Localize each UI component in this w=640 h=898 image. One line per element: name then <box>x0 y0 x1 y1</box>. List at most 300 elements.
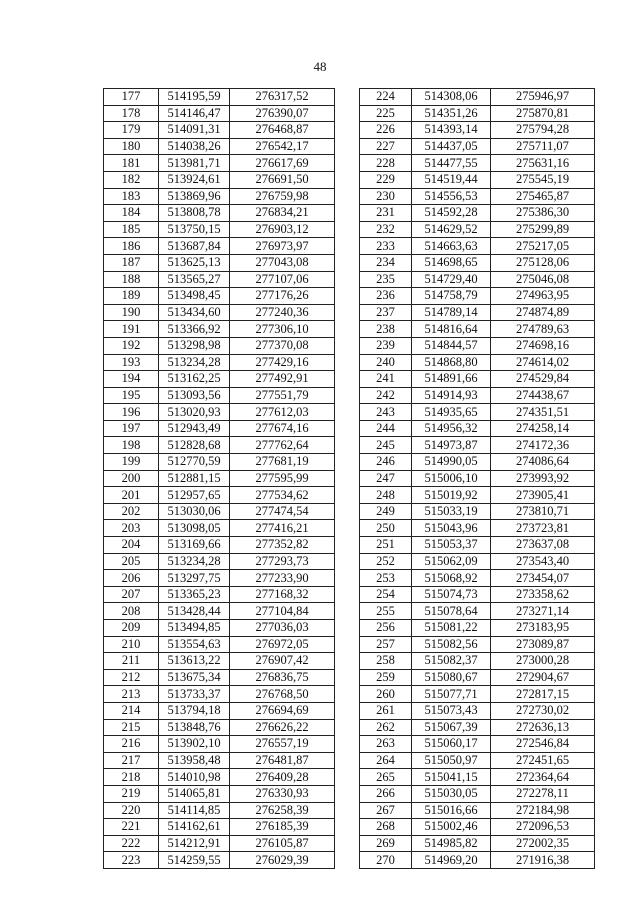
x-coordinate-cell: 515067,39 <box>412 719 491 736</box>
y-coordinate-cell: 275299,89 <box>491 221 595 238</box>
table-row <box>104 653 335 670</box>
x-coordinate-cell: 513020,93 <box>159 404 230 421</box>
x-coordinate-cell: 515053,37 <box>412 537 491 554</box>
table-row <box>104 752 335 769</box>
table-row <box>360 819 595 836</box>
x-coordinate-cell: 514195,59 <box>159 89 230 106</box>
point-number-cell: 207 <box>104 586 159 603</box>
y-coordinate-cell: 276759,98 <box>230 188 335 205</box>
y-coordinate-cell: 276185,39 <box>230 819 335 836</box>
y-coordinate-cell: 276317,52 <box>230 89 335 106</box>
table-row <box>104 371 335 388</box>
table-row <box>360 89 595 106</box>
point-number-cell: 268 <box>360 819 412 836</box>
y-coordinate-cell: 276836,75 <box>230 669 335 686</box>
table-row <box>360 802 595 819</box>
point-number-cell: 248 <box>360 487 412 504</box>
table-row <box>104 669 335 686</box>
table-row <box>360 321 595 338</box>
table-row <box>360 586 595 603</box>
point-number-cell: 246 <box>360 454 412 471</box>
y-coordinate-cell: 276258,39 <box>230 802 335 819</box>
x-coordinate-cell: 513434,60 <box>159 304 230 321</box>
point-number-cell: 214 <box>104 702 159 719</box>
y-coordinate-cell: 273454,07 <box>491 570 595 587</box>
y-coordinate-cell: 272096,53 <box>491 819 595 836</box>
y-coordinate-cell: 273543,40 <box>491 553 595 570</box>
table-row <box>360 603 595 620</box>
table-row <box>104 537 335 554</box>
point-number-cell: 220 <box>104 802 159 819</box>
x-coordinate-cell: 515050,97 <box>412 752 491 769</box>
y-coordinate-cell: 272451,65 <box>491 752 595 769</box>
x-coordinate-cell: 514519,44 <box>412 171 491 188</box>
point-number-cell: 202 <box>104 503 159 520</box>
x-coordinate-cell: 514308,06 <box>412 89 491 106</box>
point-number-cell: 213 <box>104 686 159 703</box>
table-row <box>104 89 335 106</box>
point-number-cell: 178 <box>104 105 159 122</box>
point-number-cell: 188 <box>104 271 159 288</box>
x-coordinate-cell: 514065,81 <box>159 785 230 802</box>
y-coordinate-cell: 277168,32 <box>230 586 335 603</box>
point-number-cell: 251 <box>360 537 412 554</box>
y-coordinate-cell: 277352,82 <box>230 537 335 554</box>
y-coordinate-cell: 274258,14 <box>491 420 595 437</box>
x-coordinate-cell: 515033,19 <box>412 503 491 520</box>
table-row <box>360 337 595 354</box>
x-coordinate-cell: 514663,63 <box>412 238 491 255</box>
x-coordinate-cell: 514437,05 <box>412 138 491 155</box>
table-row <box>360 138 595 155</box>
point-number-cell: 182 <box>104 171 159 188</box>
table-row <box>360 221 595 238</box>
table-row <box>360 653 595 670</box>
y-coordinate-cell: 273183,95 <box>491 620 595 637</box>
x-coordinate-cell: 513733,37 <box>159 686 230 703</box>
point-number-cell: 239 <box>360 337 412 354</box>
table-row <box>360 155 595 172</box>
x-coordinate-cell: 512957,65 <box>159 487 230 504</box>
x-coordinate-cell: 513498,45 <box>159 288 230 305</box>
point-number-cell: 221 <box>104 819 159 836</box>
point-number-cell: 193 <box>104 354 159 371</box>
point-number-cell: 264 <box>360 752 412 769</box>
x-coordinate-cell: 514146,47 <box>159 105 230 122</box>
coordinates-table-left <box>103 88 335 869</box>
y-coordinate-cell: 275711,07 <box>491 138 595 155</box>
x-coordinate-cell: 513675,34 <box>159 669 230 686</box>
x-coordinate-cell: 514592,28 <box>412 205 491 222</box>
table-row <box>360 354 595 371</box>
x-coordinate-cell: 515078,64 <box>412 603 491 620</box>
table-row <box>360 537 595 554</box>
point-number-cell: 209 <box>104 620 159 637</box>
y-coordinate-cell: 275217,05 <box>491 238 595 255</box>
point-number-cell: 226 <box>360 122 412 139</box>
table-row <box>104 702 335 719</box>
x-coordinate-cell: 513924,61 <box>159 171 230 188</box>
x-coordinate-cell: 514789,14 <box>412 304 491 321</box>
y-coordinate-cell: 276105,87 <box>230 835 335 852</box>
x-coordinate-cell: 512881,15 <box>159 470 230 487</box>
y-coordinate-cell: 274086,64 <box>491 454 595 471</box>
y-coordinate-cell: 275465,87 <box>491 188 595 205</box>
y-coordinate-cell: 276330,93 <box>230 785 335 802</box>
x-coordinate-cell: 513625,13 <box>159 254 230 271</box>
x-coordinate-cell: 513565,27 <box>159 271 230 288</box>
point-number-cell: 185 <box>104 221 159 238</box>
y-coordinate-cell: 276768,50 <box>230 686 335 703</box>
x-coordinate-cell: 514969,20 <box>412 852 491 869</box>
x-coordinate-cell: 514868,80 <box>412 354 491 371</box>
table-row <box>104 420 335 437</box>
x-coordinate-cell: 515074,73 <box>412 586 491 603</box>
table-row <box>104 686 335 703</box>
x-coordinate-cell: 514729,40 <box>412 271 491 288</box>
table-row <box>104 138 335 155</box>
y-coordinate-cell: 277429,16 <box>230 354 335 371</box>
x-coordinate-cell: 513750,15 <box>159 221 230 238</box>
point-number-cell: 189 <box>104 288 159 305</box>
y-coordinate-cell: 273089,87 <box>491 636 595 653</box>
table-row <box>360 636 595 653</box>
y-coordinate-cell: 273000,28 <box>491 653 595 670</box>
point-number-cell: 199 <box>104 454 159 471</box>
point-number-cell: 212 <box>104 669 159 686</box>
y-coordinate-cell: 277492,91 <box>230 371 335 388</box>
point-number-cell: 186 <box>104 238 159 255</box>
y-coordinate-cell: 274789,63 <box>491 321 595 338</box>
point-number-cell: 228 <box>360 155 412 172</box>
point-number-cell: 230 <box>360 188 412 205</box>
y-coordinate-cell: 277104,84 <box>230 603 335 620</box>
y-coordinate-cell: 273723,81 <box>491 520 595 537</box>
table-row <box>360 188 595 205</box>
point-number-cell: 179 <box>104 122 159 139</box>
point-number-cell: 180 <box>104 138 159 155</box>
table-row <box>360 271 595 288</box>
table-row <box>104 221 335 238</box>
point-number-cell: 192 <box>104 337 159 354</box>
y-coordinate-cell: 272002,35 <box>491 835 595 852</box>
point-number-cell: 200 <box>104 470 159 487</box>
x-coordinate-cell: 515030,05 <box>412 785 491 802</box>
point-number-cell: 259 <box>360 669 412 686</box>
y-coordinate-cell: 276409,28 <box>230 769 335 786</box>
point-number-cell: 270 <box>360 852 412 869</box>
point-number-cell: 216 <box>104 736 159 753</box>
x-coordinate-cell: 513848,76 <box>159 719 230 736</box>
y-coordinate-cell: 274172,36 <box>491 437 595 454</box>
table-row <box>104 603 335 620</box>
table-row <box>360 785 595 802</box>
point-number-cell: 263 <box>360 736 412 753</box>
point-number-cell: 258 <box>360 653 412 670</box>
y-coordinate-cell: 276542,17 <box>230 138 335 155</box>
x-coordinate-cell: 514629,52 <box>412 221 491 238</box>
table-row <box>360 752 595 769</box>
table-row <box>104 620 335 637</box>
point-number-cell: 267 <box>360 802 412 819</box>
y-coordinate-cell: 277306,10 <box>230 321 335 338</box>
point-number-cell: 191 <box>104 321 159 338</box>
x-coordinate-cell: 515041,15 <box>412 769 491 786</box>
point-number-cell: 215 <box>104 719 159 736</box>
x-coordinate-cell: 514935,65 <box>412 404 491 421</box>
table-row <box>360 304 595 321</box>
point-number-cell: 235 <box>360 271 412 288</box>
table-row <box>104 171 335 188</box>
table-row <box>104 736 335 753</box>
y-coordinate-cell: 275946,97 <box>491 89 595 106</box>
point-number-cell: 250 <box>360 520 412 537</box>
x-coordinate-cell: 513234,28 <box>159 354 230 371</box>
table-row <box>104 785 335 802</box>
x-coordinate-cell: 512943,49 <box>159 420 230 437</box>
point-number-cell: 254 <box>360 586 412 603</box>
x-coordinate-cell: 513794,18 <box>159 702 230 719</box>
y-coordinate-cell: 275386,30 <box>491 205 595 222</box>
y-coordinate-cell: 274529,84 <box>491 371 595 388</box>
table-row <box>360 420 595 437</box>
table-row <box>360 852 595 869</box>
y-coordinate-cell: 276907,42 <box>230 653 335 670</box>
point-number-cell: 245 <box>360 437 412 454</box>
y-coordinate-cell: 275046,08 <box>491 271 595 288</box>
y-coordinate-cell: 276481,87 <box>230 752 335 769</box>
point-number-cell: 231 <box>360 205 412 222</box>
y-coordinate-cell: 273810,71 <box>491 503 595 520</box>
x-coordinate-cell: 514973,87 <box>412 437 491 454</box>
x-coordinate-cell: 513687,84 <box>159 238 230 255</box>
y-coordinate-cell: 277474,54 <box>230 503 335 520</box>
y-coordinate-cell: 276694,69 <box>230 702 335 719</box>
x-coordinate-cell: 514990,05 <box>412 454 491 471</box>
point-number-cell: 190 <box>104 304 159 321</box>
x-coordinate-cell: 513869,96 <box>159 188 230 205</box>
table-row <box>104 586 335 603</box>
point-number-cell: 225 <box>360 105 412 122</box>
table-row <box>104 835 335 852</box>
x-coordinate-cell: 514758,79 <box>412 288 491 305</box>
coordinates-table-right <box>359 88 595 869</box>
point-number-cell: 218 <box>104 769 159 786</box>
table-row <box>360 736 595 753</box>
x-coordinate-cell: 514212,91 <box>159 835 230 852</box>
point-number-cell: 236 <box>360 288 412 305</box>
y-coordinate-cell: 277036,03 <box>230 620 335 637</box>
point-number-cell: 198 <box>104 437 159 454</box>
x-coordinate-cell: 513169,66 <box>159 537 230 554</box>
x-coordinate-cell: 513428,44 <box>159 603 230 620</box>
x-coordinate-cell: 513958,48 <box>159 752 230 769</box>
point-number-cell: 234 <box>360 254 412 271</box>
point-number-cell: 217 <box>104 752 159 769</box>
y-coordinate-cell: 277043,08 <box>230 254 335 271</box>
x-coordinate-cell: 515002,46 <box>412 819 491 836</box>
y-coordinate-cell: 275631,16 <box>491 155 595 172</box>
table-row <box>360 454 595 471</box>
x-coordinate-cell: 513365,23 <box>159 586 230 603</box>
table-row <box>104 802 335 819</box>
point-number-cell: 242 <box>360 387 412 404</box>
y-coordinate-cell: 273905,41 <box>491 487 595 504</box>
y-coordinate-cell: 277534,62 <box>230 487 335 504</box>
x-coordinate-cell: 513297,75 <box>159 570 230 587</box>
point-number-cell: 187 <box>104 254 159 271</box>
point-number-cell: 249 <box>360 503 412 520</box>
x-coordinate-cell: 514956,32 <box>412 420 491 437</box>
table-row <box>104 321 335 338</box>
x-coordinate-cell: 514844,57 <box>412 337 491 354</box>
table-row <box>360 371 595 388</box>
table-row <box>104 520 335 537</box>
point-number-cell: 243 <box>360 404 412 421</box>
y-coordinate-cell: 277176,26 <box>230 288 335 305</box>
point-number-cell: 184 <box>104 205 159 222</box>
table-row <box>360 205 595 222</box>
point-number-cell: 253 <box>360 570 412 587</box>
y-coordinate-cell: 277674,16 <box>230 420 335 437</box>
x-coordinate-cell: 513093,56 <box>159 387 230 404</box>
point-number-cell: 255 <box>360 603 412 620</box>
table-row <box>360 238 595 255</box>
y-coordinate-cell: 273358,62 <box>491 586 595 603</box>
x-coordinate-cell: 514816,64 <box>412 321 491 338</box>
table-row <box>360 122 595 139</box>
x-coordinate-cell: 514259,55 <box>159 852 230 869</box>
table-row <box>104 852 335 869</box>
point-number-cell: 183 <box>104 188 159 205</box>
point-number-cell: 244 <box>360 420 412 437</box>
x-coordinate-cell: 512770,59 <box>159 454 230 471</box>
point-number-cell: 227 <box>360 138 412 155</box>
y-coordinate-cell: 274874,89 <box>491 304 595 321</box>
x-coordinate-cell: 513494,85 <box>159 620 230 637</box>
point-number-cell: 257 <box>360 636 412 653</box>
y-coordinate-cell: 276691,50 <box>230 171 335 188</box>
y-coordinate-cell: 276903,12 <box>230 221 335 238</box>
point-number-cell: 237 <box>360 304 412 321</box>
x-coordinate-cell: 513366,92 <box>159 321 230 338</box>
table-row <box>104 122 335 139</box>
x-coordinate-cell: 514091,31 <box>159 122 230 139</box>
table-row <box>104 304 335 321</box>
table-row <box>104 454 335 471</box>
table-row <box>104 503 335 520</box>
point-number-cell: 256 <box>360 620 412 637</box>
y-coordinate-cell: 276626,22 <box>230 719 335 736</box>
table-row <box>360 470 595 487</box>
y-coordinate-cell: 276557,19 <box>230 736 335 753</box>
y-coordinate-cell: 277612,03 <box>230 404 335 421</box>
table-row <box>360 387 595 404</box>
table-row <box>360 702 595 719</box>
table-row <box>104 105 335 122</box>
table-row <box>360 669 595 686</box>
x-coordinate-cell: 515073,43 <box>412 702 491 719</box>
x-coordinate-cell: 513902,10 <box>159 736 230 753</box>
table-row <box>360 437 595 454</box>
table-row <box>360 686 595 703</box>
table-row <box>360 254 595 271</box>
y-coordinate-cell: 272364,64 <box>491 769 595 786</box>
point-number-cell: 266 <box>360 785 412 802</box>
table-row <box>360 487 595 504</box>
table-row <box>360 769 595 786</box>
x-coordinate-cell: 514010,98 <box>159 769 230 786</box>
table-row <box>104 288 335 305</box>
y-coordinate-cell: 277293,73 <box>230 553 335 570</box>
table-row <box>360 171 595 188</box>
y-coordinate-cell: 272817,15 <box>491 686 595 703</box>
y-coordinate-cell: 272904,67 <box>491 669 595 686</box>
point-number-cell: 232 <box>360 221 412 238</box>
y-coordinate-cell: 275794,28 <box>491 122 595 139</box>
x-coordinate-cell: 513234,28 <box>159 553 230 570</box>
point-number-cell: 206 <box>104 570 159 587</box>
y-coordinate-cell: 275128,06 <box>491 254 595 271</box>
table-row <box>104 337 335 354</box>
table-row <box>104 553 335 570</box>
x-coordinate-cell: 515082,56 <box>412 636 491 653</box>
table-row <box>104 254 335 271</box>
x-coordinate-cell: 515068,92 <box>412 570 491 587</box>
table-row <box>104 819 335 836</box>
table-row <box>104 570 335 587</box>
y-coordinate-cell: 277762,64 <box>230 437 335 454</box>
point-number-cell: 211 <box>104 653 159 670</box>
x-coordinate-cell: 515077,71 <box>412 686 491 703</box>
point-number-cell: 238 <box>360 321 412 338</box>
point-number-cell: 229 <box>360 171 412 188</box>
table-row <box>360 719 595 736</box>
table-row <box>360 288 595 305</box>
table-row <box>104 354 335 371</box>
table-row <box>104 404 335 421</box>
point-number-cell: 177 <box>104 89 159 106</box>
table-row <box>104 271 335 288</box>
table-row <box>104 769 335 786</box>
point-number-cell: 247 <box>360 470 412 487</box>
table-row <box>104 487 335 504</box>
point-number-cell: 261 <box>360 702 412 719</box>
table-row <box>104 238 335 255</box>
x-coordinate-cell: 512828,68 <box>159 437 230 454</box>
x-coordinate-cell: 514698,65 <box>412 254 491 271</box>
y-coordinate-cell: 271916,38 <box>491 852 595 869</box>
x-coordinate-cell: 515062,09 <box>412 553 491 570</box>
y-coordinate-cell: 277107,06 <box>230 271 335 288</box>
y-coordinate-cell: 277370,08 <box>230 337 335 354</box>
y-coordinate-cell: 275870,81 <box>491 105 595 122</box>
table-row <box>360 553 595 570</box>
x-coordinate-cell: 514162,61 <box>159 819 230 836</box>
page-number: 48 <box>313 59 327 74</box>
x-coordinate-cell: 513613,22 <box>159 653 230 670</box>
y-coordinate-cell: 274438,67 <box>491 387 595 404</box>
x-coordinate-cell: 515060,17 <box>412 736 491 753</box>
point-number-cell: 194 <box>104 371 159 388</box>
x-coordinate-cell: 515080,67 <box>412 669 491 686</box>
x-coordinate-cell: 513808,78 <box>159 205 230 222</box>
y-coordinate-cell: 272636,13 <box>491 719 595 736</box>
x-coordinate-cell: 514038,26 <box>159 138 230 155</box>
table-row <box>104 719 335 736</box>
point-number-cell: 205 <box>104 553 159 570</box>
y-coordinate-cell: 274963,95 <box>491 288 595 305</box>
